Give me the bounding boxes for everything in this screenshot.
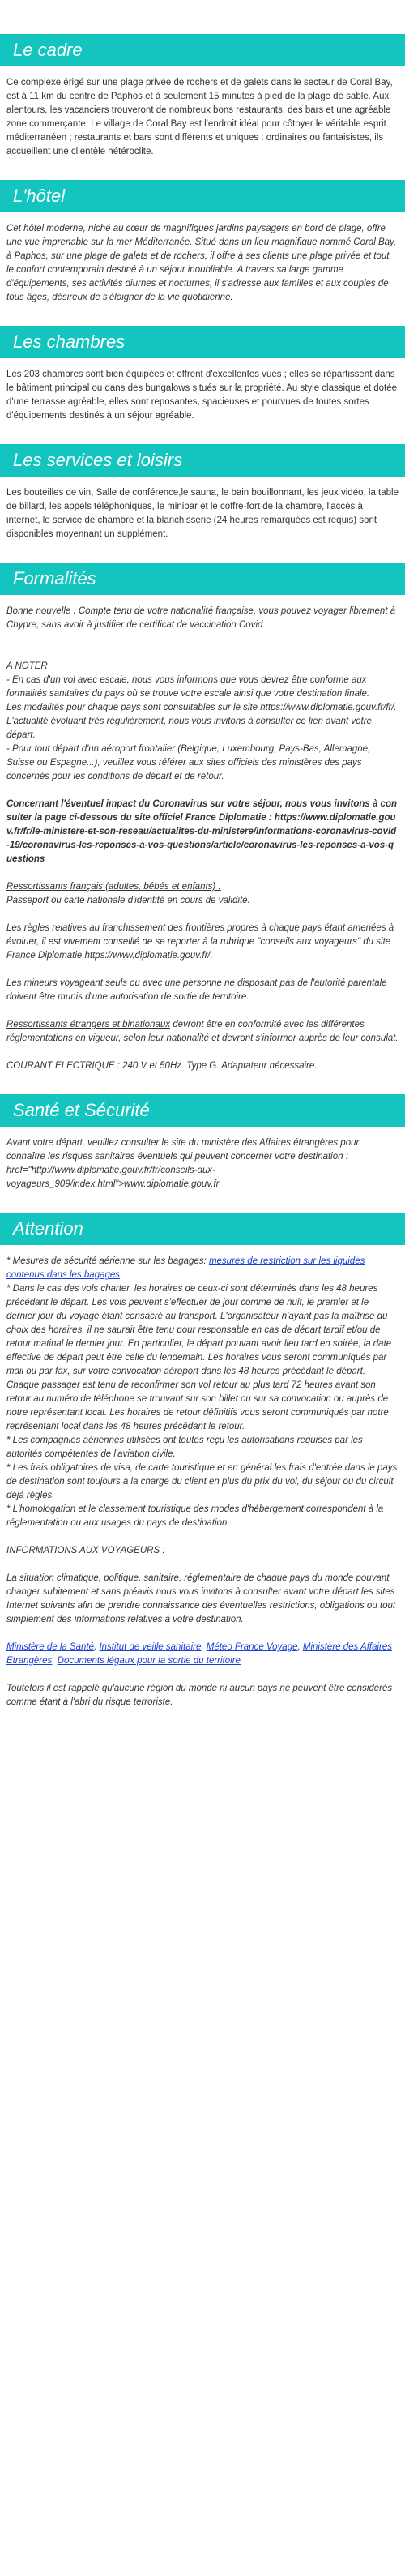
attention-classification: * L'homologation et le classement touristique des modes d'hébergement correspondent à la réglementation ou aux usages du pays de destination. — [6, 1504, 384, 1528]
link-documents-legaux[interactable]: Documents légaux pour la sortie du territoire — [57, 1656, 241, 1666]
section-hotel — [0, 180, 405, 305]
note-line: - En cas d'un vol avec escale, nous vous informons que vous devrez être conforme aux formalités sanitaires du pays où se trouve votre escale ainsi que votre destination finale. — [6, 675, 370, 699]
section-title-services: Les services et loisirs — [0, 444, 405, 477]
foreign-nationals-heading: Ressortissants étrangers et binationaux — [6, 1020, 170, 1029]
section-title-chambres: Les chambres — [0, 326, 405, 358]
foreign-nationals-text: devront être en conformité avec les différentes réglementations en vigueur, selon leur nationalité et devront s'informer auprès de leur consulat. — [6, 1020, 399, 1043]
info-heading: INFORMATIONS AUX VOYAGEURS : — [6, 1546, 165, 1555]
electric-current-text: COURANT ELECTRIQUE : 240 V et 50Hz. Type G. Adaptateur nécessaire. — [6, 1061, 318, 1071]
liquids-restriction-link[interactable]: mesures de restriction sur les liquides contenus dans les bagages — [6, 1256, 365, 1280]
terrorism-notice: Toutefois il est rappelé qu'aucune région du monde ni aucun pays ne peuvent être considérés comme étant à l'abri du risque terroriste. — [6, 1684, 393, 1707]
section-services — [0, 444, 405, 541]
note-line: Les modalités pour chaque pays sont consultables sur le site https://www.diplomatie.gouv.fr/fr/. L'actualité évoluant très régulièrement, nous vous invitons à consulter ce lien avant votre départ. — [6, 703, 397, 740]
link-ministere-sante[interactable]: Ministère de la Santé — [6, 1642, 95, 1652]
foreign-nationals-paragraph — [6, 1018, 399, 1046]
attention-fees: * Les frais obligatoires de visa, de carte touristique et en général les frais d'entrée dans le pays de destination sont toujours à la charge du client en plus du prix du vol, du séjour ou du circuit déjà réglés. — [6, 1463, 398, 1500]
link-institut-veille[interactable]: Institut de veille sanitaire — [99, 1642, 202, 1652]
luggage-prefix: * Mesures de sécurité aérienne sur les bagages: — [6, 1256, 209, 1266]
formalites-intro: Bonne nouvelle : Compte tenu de votre nationalité française, vous pouvez voyager librement à Chypre, sans avoir à justifier de certificat de vaccination Covid. — [6, 606, 396, 630]
attention-charter: * Dans le cas des vols charter, les horaires de ceux-ci sont déterminés dans les 48 heures précédant le départ. Les vols peuvent s'effectuer de jour comme de nuit, le premier et le dernier jour du voyage étant consacré au transport. L'organisateur n'ayant pas la maîtrise du choix des horaires, il ne saurait être tenu pour responsable en cas de départ tardif et/ou de retour matinal le dernier jour. En particulier, le départ pouvant avoir lieu tard en soirée, la date effective de départ peut être celle du lendemain. Les horaires vous seront communiqués par mail ou par fax, sur votre convocation aéroport dans les 48 heures précédant le départ. Chaque passager est tenu de reconfirmer son vol retour au plus tard 72 heures avant son retour au numéro de téléphone se trouvant sur son billet ou sur sa convocation ou auprès de notre représentant local. Les horaires de retour définitifs vous seront communiqués par notre représentant local dans les 48 heures précédant le retour. — [6, 1284, 392, 1431]
luggage-suffix: . — [120, 1270, 123, 1280]
attention-luggage — [6, 1255, 399, 1282]
fr-nationals-heading: Ressortissants français (adultes, bébés et enfants) : — [6, 882, 221, 892]
cadre-text: Ce complexe érigé sur une plage privée de rochers et de galets dans le secteur de Coral Bay, est à 11 km du centre de Paphos et à seulement 15 minutes à pied de la plage de sable. Aux alentours, les vacanciers trouveront de nombreux bons restaurants, des bars et une agréable zone commerçante. Le village de Coral Bay est l'endroit idéal pour côtoyer le véritable esprit méditerranéen ; restaurants et bars sont différents et uniques : ordinaires ou fantaisistes, ils accueillent une clientèle hétéroclite. — [6, 78, 393, 156]
note-title: A NOTER — [6, 661, 48, 671]
attention-airlines: * Les compagnies aériennes utilisées ont toutes reçu les autorisations requises par les autorités compétentes de l'aviation civile. — [6, 1436, 363, 1459]
sante-text: Avant votre départ, veuillez consulter le site du ministère des Affaires étrangères pour connaître les risques sanitaires éventuels qui peuvent concerner votre destination : href="http://www.diplomatie.gouv.fr/fr/conseils-aux-voyageurs_909/index.html">www.diplomatie.gouv.fr — [6, 1138, 360, 1189]
fr-nationals-text: Passeport ou carte nationale d'identité en cours de validité. — [6, 896, 250, 905]
section-sante — [0, 1094, 405, 1192]
covid-notice: Concernant l'éventuel impact du Coronavirus sur votre séjour, nous vous invitons à consulter la page ci-dessous du site officiel France Diplomatie : https://www.diplomatie.gouv.fr/fr/le-ministere-et-son-reseau/actualites-du-ministere/informations-coronavirus-covid-19/coronavirus-les-reponses-a-vos-questions/article/coronavirus-les-reponses-a-vos-questions — [6, 799, 398, 864]
section-formalites — [0, 563, 405, 1073]
chambres-text: Les 203 chambres sont bien équipées et offrent d'excellentes vues ; elles se répartissent dans le bâtiment principal ou dans des bungalows situés sur la propriété. Au style classique et dotée d'une terrasse agréable, elles sont reposantes, spacieuses et pourvues de toutes sortes d'équipements destinés à un séjour agréable. — [6, 370, 398, 421]
border-rules-text: Les règles relatives au franchissement des frontières propres à chaque pays étant amenées à évoluer, il est vivement conseillé de se reporter à la rubrique "conseils aux voyageurs" du site France Diplomatie.https://www.diplomatie.gouv.fr/. — [6, 923, 394, 961]
link-meteo-france[interactable]: Méteo France Voyage — [206, 1642, 298, 1652]
useful-links: Ministère de la Santé, Institut de veille sanitaire, Méteo France Voyage, Ministère des Affaires Etrangères, Documents légaux pour la sortie du territoire — [6, 1642, 393, 1666]
section-title-formalites: Formalités — [0, 563, 405, 595]
section-cadre — [0, 34, 405, 159]
section-attention — [0, 1213, 405, 1709]
section-title-attention: Attention — [0, 1213, 405, 1245]
services-text: Les bouteilles de vin, Salle de conférence,le sauna, le bain bouillonnant, les jeux vidéo, la table de billard, les appels téléphoniques, le minibar et le coffre-fort de la chambre, l'accès à internet, le service de chambre et la blanchisserie (24 heures remarquées est requis) sont disponibles moyennant un supplément. — [6, 488, 399, 539]
hotel-text: Cet hôtel moderne, niché au cœur de magnifiques jardins paysagers en bord de plage, offre une vue imprenable sur la mer Méditerranée. Situé dans un lieu magnifique nommé Coral Bay, à Paphos, sur une plage de galets et de rochers, il offre à ses clients une plage privée et tout le confort contemporain destiné à un séjour inoubliable. A travers sa large gamme d'équipements, ses activités diurnes et nocturnes, il s'adresse aux familles et aux couples de tous âges, désireux de s'éloigner de la vie quotidienne. — [6, 224, 397, 302]
info-text: La situation climatique, politique, sanitaire, réglementaire de chaque pays du monde pouvant changer subitement et sans préavis nous vous invitons à consulter avant votre départ les sites Internet suivants afin de prendre connaissance des éventuelles restrictions, obligations ou tout simplement des informations relatives à votre destination. — [6, 1573, 396, 1624]
section-title-hotel: L'hôtel — [0, 180, 405, 212]
section-chambres — [0, 326, 405, 423]
note-line: - Pour tout départ d'un aéroport frontalier (Belgique, Luxembourg, Pays-Bas, Allemagne, Suisse ou Espagne...), veuillez vous référer aux sites officiels des ministères des pays concernés pour les conditions de départ et de retour. — [6, 744, 371, 781]
section-title-sante: Santé et Sécurité — [0, 1094, 405, 1127]
section-title-cadre: Le cadre — [0, 34, 405, 66]
link-affaires-etrangeres[interactable]: Ministère des Affaires Etrangères — [6, 1642, 393, 1666]
minors-text: Les mineurs voyageant seuls ou avec une personne ne disposant pas de l'autorité parentale doivent être munis d'une autorisation de sortie de territoire. — [6, 978, 387, 1002]
